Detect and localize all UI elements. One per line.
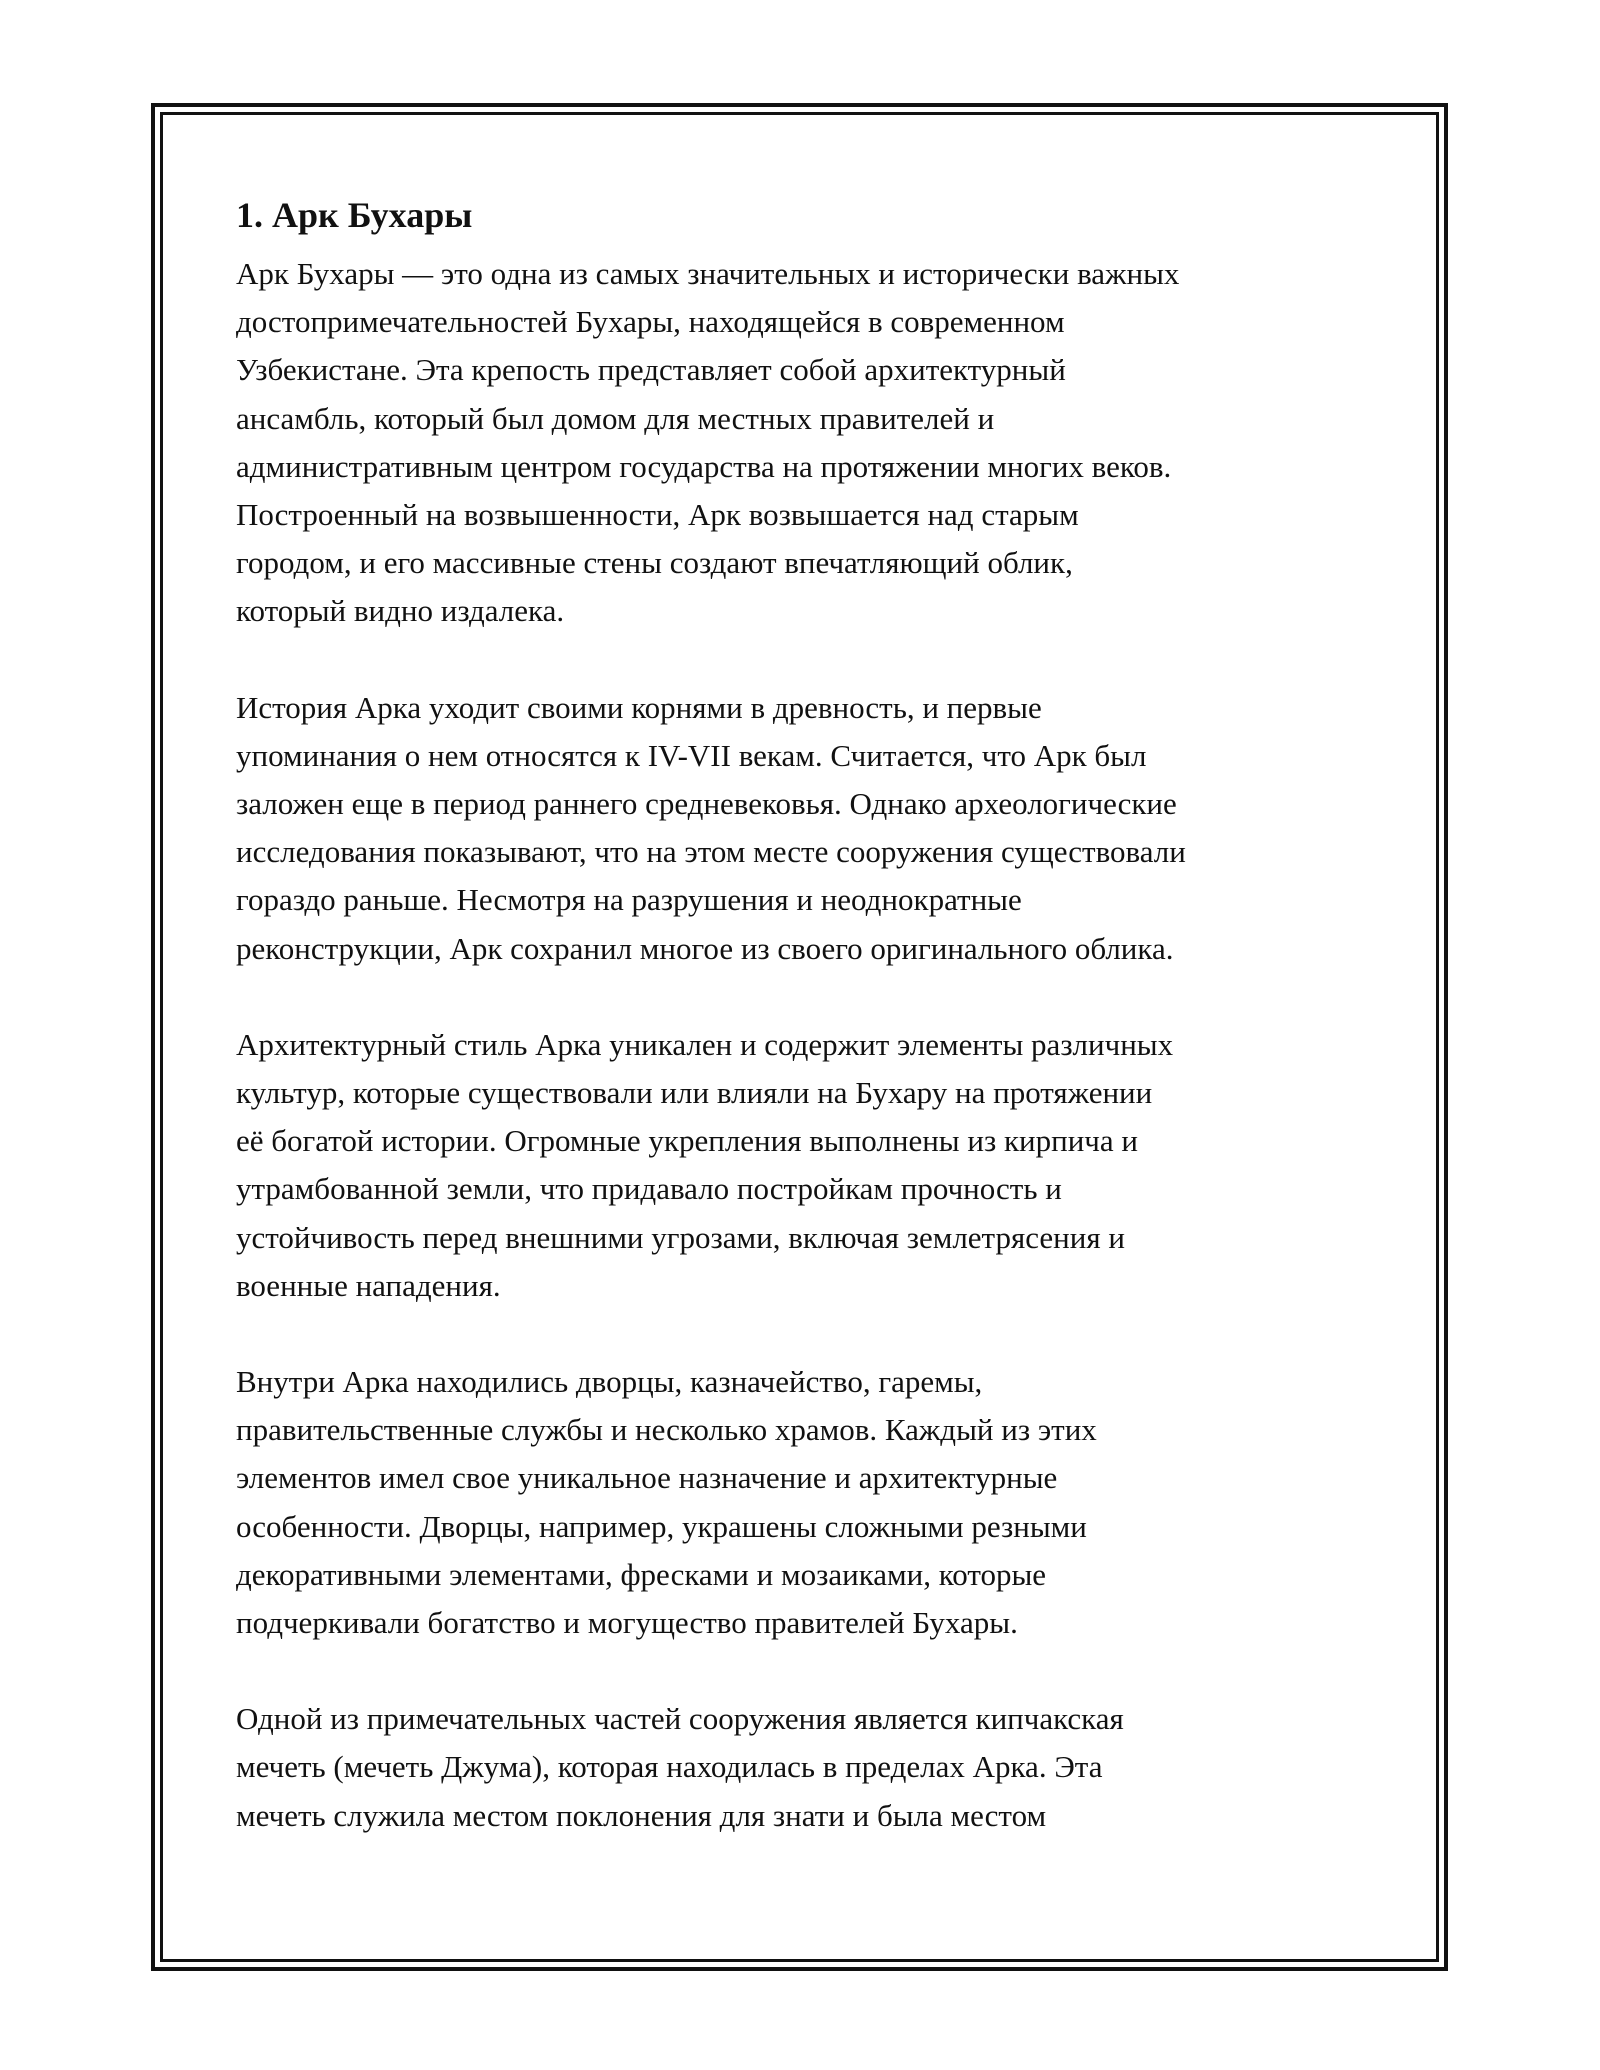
paragraph-2: История Арка уходит своими корнями в древность, и первые упоминания о нем относятся к IV-VII векам. Считается, что Арк был заложен еще в период раннего средневековья. Однако археологические исследования показывают, что на этом месте сооружения существовали гораздо раньше. Несмотря на разрушения и неоднократные реконструкции, Арк сохранил многое из своего оригинального облика.: [236, 689, 1186, 966]
paragraph-4: Внутри Арка находились дворцы, казначейство, гаремы, правительственные службы и несколько храмов. Каждый из этих элементов имел свое уникальное назначение и архитектурные особенности. Дворцы, например, украшены сложными резными декоративными элементами, фресками и мозаиками, которые подчеркивали богатство и могущество правителей Бухары.: [236, 1364, 1097, 1641]
paragraph-3: Архитектурный стиль Арка уникален и содержит элементы различных культур, которые существовали или влияли на Бухару на протяжении её богатой истории. Огромные укрепления выполнены из кирпича и утрамбованной земли, что придавало постройкам прочность и устойчивость перед внешними угрозами, включая землетрясения и военные нападения.: [236, 1026, 1174, 1303]
paragraph-5: Одной из примечательных частей сооружения является кипчакская мечеть (мечеть Джума), которая находилась в пределах Арка. Эта мечеть служила местом поклонения для знати и была местом: [236, 1701, 1124, 1833]
document-body: [236, 184, 1376, 1840]
paragraph-1: Арк Бухары — это одна из самых значительных и исторически важных достопримечательностей Бухары, находящейся в современном Узбекистане. Эта крепость представляет собой архитектурный ансамбль, который был домом для местных правителей и административным центром государства на протяжении многих веков. Построенный на возвышенности, Арк возвышается над старым городом, и его массивные стены создают впечатляющий облик, который видно издалека.: [236, 256, 1180, 629]
section-heading: 1. Арк Бухары: [236, 195, 473, 235]
